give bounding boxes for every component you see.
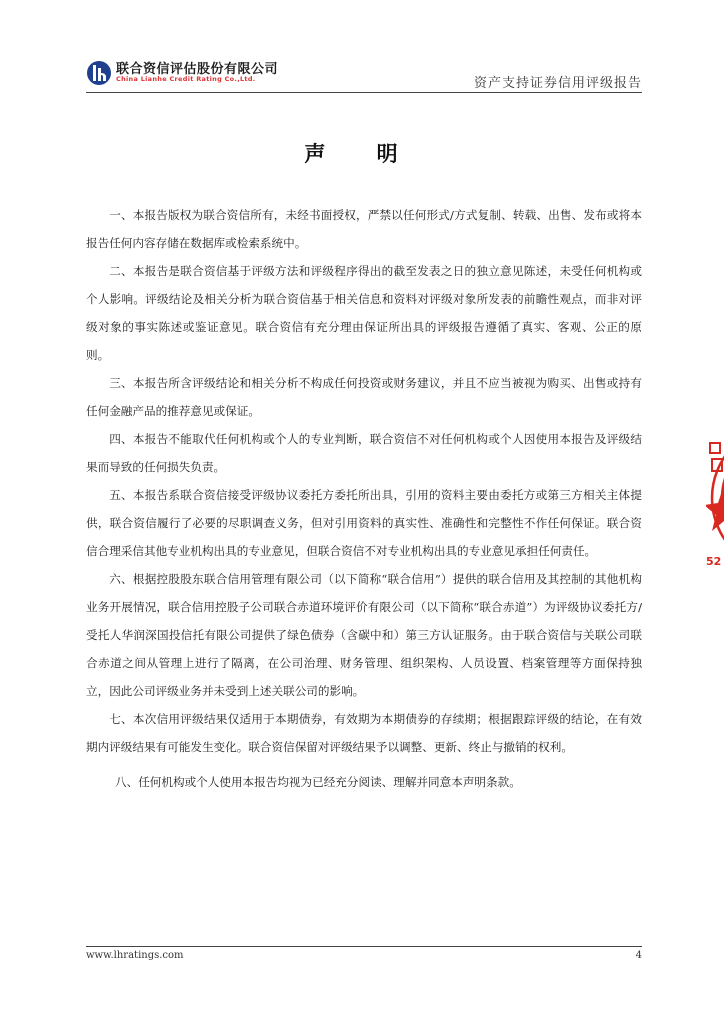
page-header [86,58,642,92]
seal-stamp-icon [706,423,724,573]
company-name-cn: 联合资信评估股份有限公司 [116,62,279,77]
stamp-number: 52 [706,555,722,568]
statement-body [86,201,642,796]
footer-website: www.lhratings.com [86,950,184,961]
company-logo-icon [86,60,112,86]
statement-paragraph-4: 四、本报告不能取代任何机构或个人的专业判断，联合资信不对任何机构或个人因使用本报告及评级结果而导致的任何损失负责。 [86,432,642,474]
statement-paragraph-5: 五、本报告系联合资信接受评级协议委托方委托所出具，引用的资料主要由委托方或第三方相关主体提供，联合资信履行了必要的尽职调查义务，但对引用资料的真实性、准确性和完整性不作任何保证。联合资信合理采信其他专业机构出具的专业意见，但联合资信不对专业机构出具的专业意见承担任何责任。 [86,488,642,558]
report-type: 资产支持证券信用评级报告 [473,76,642,91]
statement-paragraph-8: 八、任何机构或个人使用本报告均视为已经充分阅读、理解并同意本声明条款。 [115,775,521,789]
page-number: 4 [635,950,642,961]
page-title: 声 明 [304,141,420,166]
company-name-en: China Lianhe Credit Rating Co.,Ltd. [116,75,256,83]
statement-paragraph-2: 二、本报告是联合资信基于评级方法和评级程序得出的截至发表之日的独立意见陈述，未受任何机构或个人影响。评级结论及相关分析为联合资信基于相关信息和资料对评级对象所发表的前瞻性观点，而非对评级对象的事实陈述或鉴证意见。联合资信有充分理由保证所出具的评级报告遵循了真实、客观、公正的原则。 [86,264,642,362]
statement-paragraph-7: 七、本次信用评级结果仅适用于本期债券，有效期为本期债券的存续期；根据跟踪评级的结论，在有效期内评级结果有可能发生变化。联合资信保留对评级结果予以调整、更新、终止与撤销的权利。 [86,712,642,754]
header-divider [86,92,642,93]
statement-paragraph-6: 六、根据控股股东联合信用管理有限公司（以下简称“联合信用”）提供的联合信用及其控制的其他机构业务开展情况，联合信用控股子公司联合赤道环境评价有限公司（以下简称“联合赤道”）为评级协议委托方/受托人华润深国投信托有限公司提供了绿色债券（含碳中和）第三方认证服务。由于联合资信与关联公司联合赤道之间从管理上进行了隔离，在公司治理、财务管理、组织架构、人员设置、档案管理等方面保持独立，因此公司评级业务并未受到上述关联公司的影响。 [86,572,642,698]
footer-divider [86,946,642,947]
statement-paragraph-1: 一、本报告版权为联合资信所有，未经书面授权，严禁以任何形式/方式复制、转载、出售、发布或将本报告任何内容存储在数据库或检索系统中。 [86,208,642,250]
statement-paragraph-3: 三、本报告所含评级结论和相关分析不构成任何投资或财务建议，并且不应当被视为购买、出售或持有任何金融产品的推荐意见或保证。 [86,376,642,418]
